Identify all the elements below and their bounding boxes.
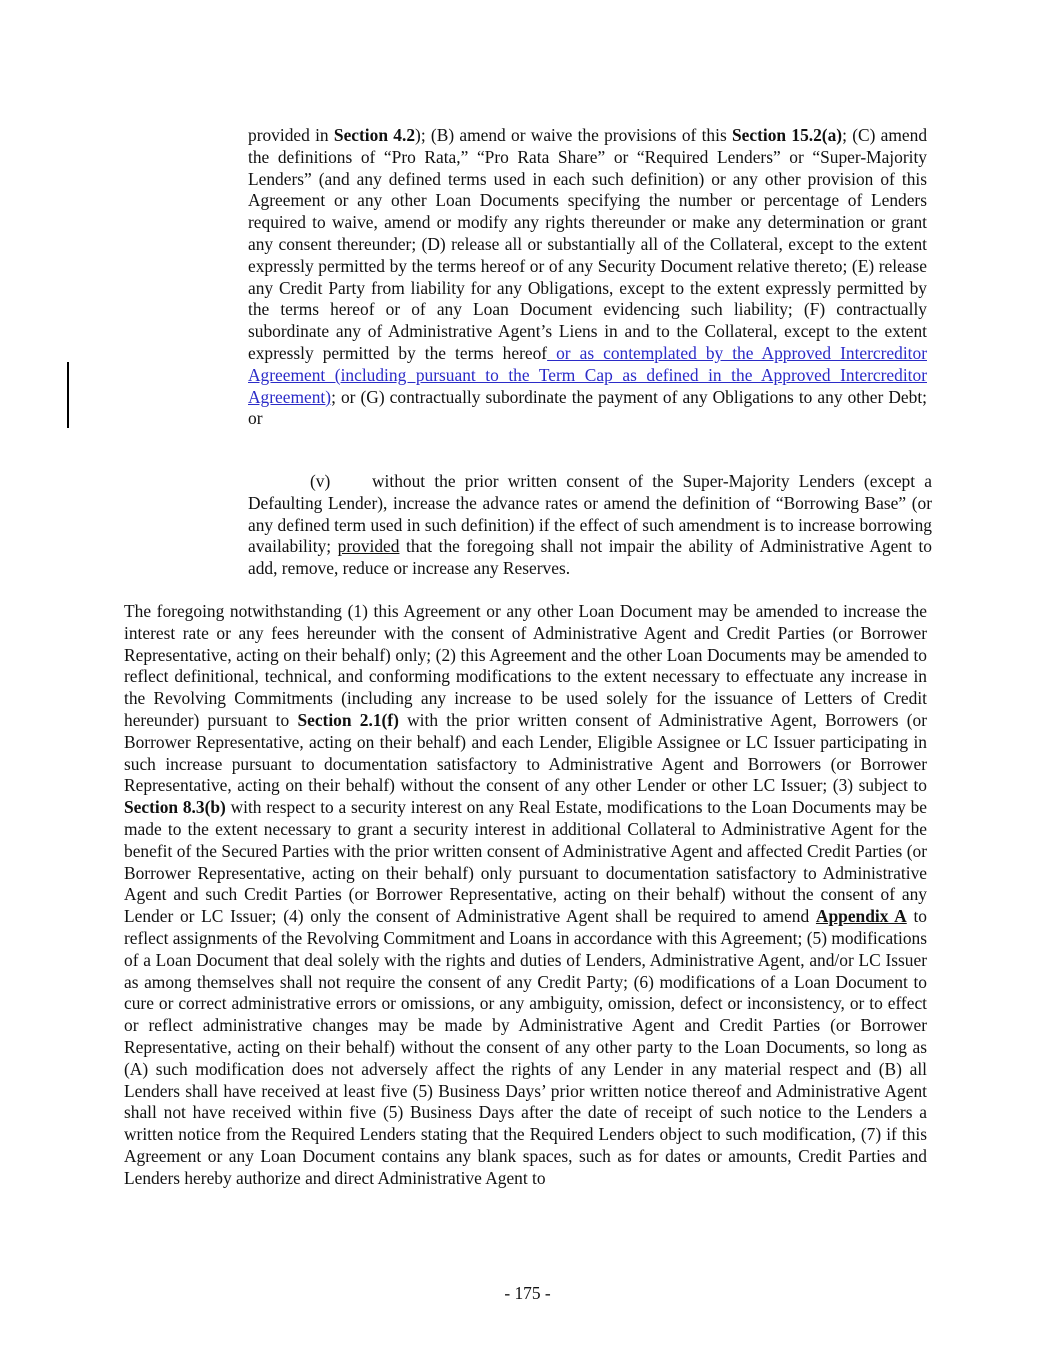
text-run: ; (C) amend the definitions of “Pro Rata,” “Pro Rata Share” or “Required Lenders” or “Super-Majority Lenders” (and any defined terms used in each such definition) or any other provision of this Agreement or any other Loan Documents specifying the number or percentage of Lenders required to waive, amend or modify any rights thereunder or make any determination or grant any consent thereunder; (D) release all or substantially all of the Collateral, except to the extent expressly permitted by the terms hereof or of any Security Document relative thereto; (E) release any Credit Party from liability for any Obligations, except to the extent expressly permitted by the terms hereof or of any Loan Document evidencing such liability; (F) contractually subordinate any of Administrative Agent’s Liens in and to the Collateral, except to the extent expressly permitted by the terms hereof <box>248 125 928 363</box>
section-reference: Section 4.2 <box>333 125 416 145</box>
text-run: ); (B) amend or waive the provisions of this <box>415 125 732 145</box>
text-run: to reflect assignments of the Revolving Commitment and Loans in accordance with this Agreement; (5) modifications of a Loan Document that deal solely with the rights and duties of Lenders, Administrative Agent, and/or LC Issuer as among themselves shall not require the consent of any Credit Party; (6) modifications of a Loan Document to cure or correct administrative errors or omissions, or any ambiguity, omission, defect or inconsistency, or to effect or reflect administrative changes may be made by Administrative Agent and Credit Parties (or Borrower Representative, acting on their behalf) without the consent of any other party to the Loan Documents, so long as (A) such modification does not adversely affect the rights of any Lender in any material respect and (B) all Lenders shall have received at least five (5) Business Days’ prior written notice thereof and Administrative Agent shall not have received within five (5) Business Days after the date of receipt of such notice to the Lenders a written notice from the Required Lenders stating that the Required Lenders object to such modification, (7) if this Agreement or any Loan Document contains any blank spaces, such as for dates or amounts, Credit Parties and Lenders hereby authorize and direct Administrative Agent to <box>124 906 927 1188</box>
section-reference: Section 8.3(b) <box>124 797 226 818</box>
clause-number: (v) <box>310 471 331 491</box>
underlined-term: provided <box>337 536 400 557</box>
text-run: with the prior written consent of Administrative Agent, Borrowers (or Borrower Representative, acting on their behalf) and each Lender, Eligible Assignee or LC Issuer participating in such increase pursuant to documentation satisfactory to Administrative Agent and Borrowers (or Borrower Representative, acting on their behalf) without the consent of any other Lender or other LC Issuer; (3) subject to <box>124 709 927 796</box>
appendix-reference: Appendix A <box>815 906 907 927</box>
section-reference: Section 2.1(f) <box>297 709 399 730</box>
paragraph-clause-v <box>248 471 932 580</box>
revision-change-bar <box>67 362 69 428</box>
paragraph-foregoing-notwithstanding <box>124 601 927 1190</box>
inserted-revision-text: or as contemplated by the Approved Intercreditor Agreement (including pursuant to the Term Cap as defined in the Approved Intercreditor Agreement) <box>248 342 927 407</box>
section-reference: Section 15.2(a) <box>732 125 843 145</box>
text-run: with respect to a security interest on any Real Estate, modifications to the Loan Documents may be made to the extent necessary to grant a security interest in additional Collateral to Administrative Agent for the benefit of the Secured Parties with the prior written consent of Administrative Agent and affected Credit Parties (or Borrower Representative, acting on their behalf) only pursuant to documentation satisfactory to Administrative Agent and such Credit Parties (or Borrower Representative, acting on their behalf) without the consent of any Lender or LC Issuer; (4) only the consent of Administrative Agent shall be required to amend <box>124 797 927 927</box>
text-run: without the prior written consent of the Super-Majority Lenders (except a Defaulting Lender), increase the advance rates or amend the definition of “Borrowing Base” (or any defined term used in such definition) if the effect of such amendment is to increase borrowing availability; <box>248 471 932 557</box>
text-run: that the foregoing shall not impair the ability of Administrative Agent to add, remove, reduce or increase any Reserves. <box>248 536 933 579</box>
text-run: The foregoing notwithstanding (1) this Agreement or any other Loan Document may be amended to increase the interest rate or any fees hereunder with the consent of Administrative Agent and Credit Parties (or Borrower Representative, acting on their behalf) only; (2) this Agreement and the other Loan Documents may be amended to reflect definitional, technical, and conforming modifications to the extent necessary to effectuate any increase in the Revolving Commitments (including any increase to be used solely for the issuance of Letters of Credit hereunder) pursuant to <box>124 601 927 730</box>
paragraph-clause-iv-continued <box>248 125 927 430</box>
page-number: - 175 - <box>504 1283 551 1303</box>
text-run: ; or (G) contractually subordinate the payment of any Obligations to any other Debt; or <box>248 386 927 429</box>
text-run: provided in <box>248 125 334 145</box>
